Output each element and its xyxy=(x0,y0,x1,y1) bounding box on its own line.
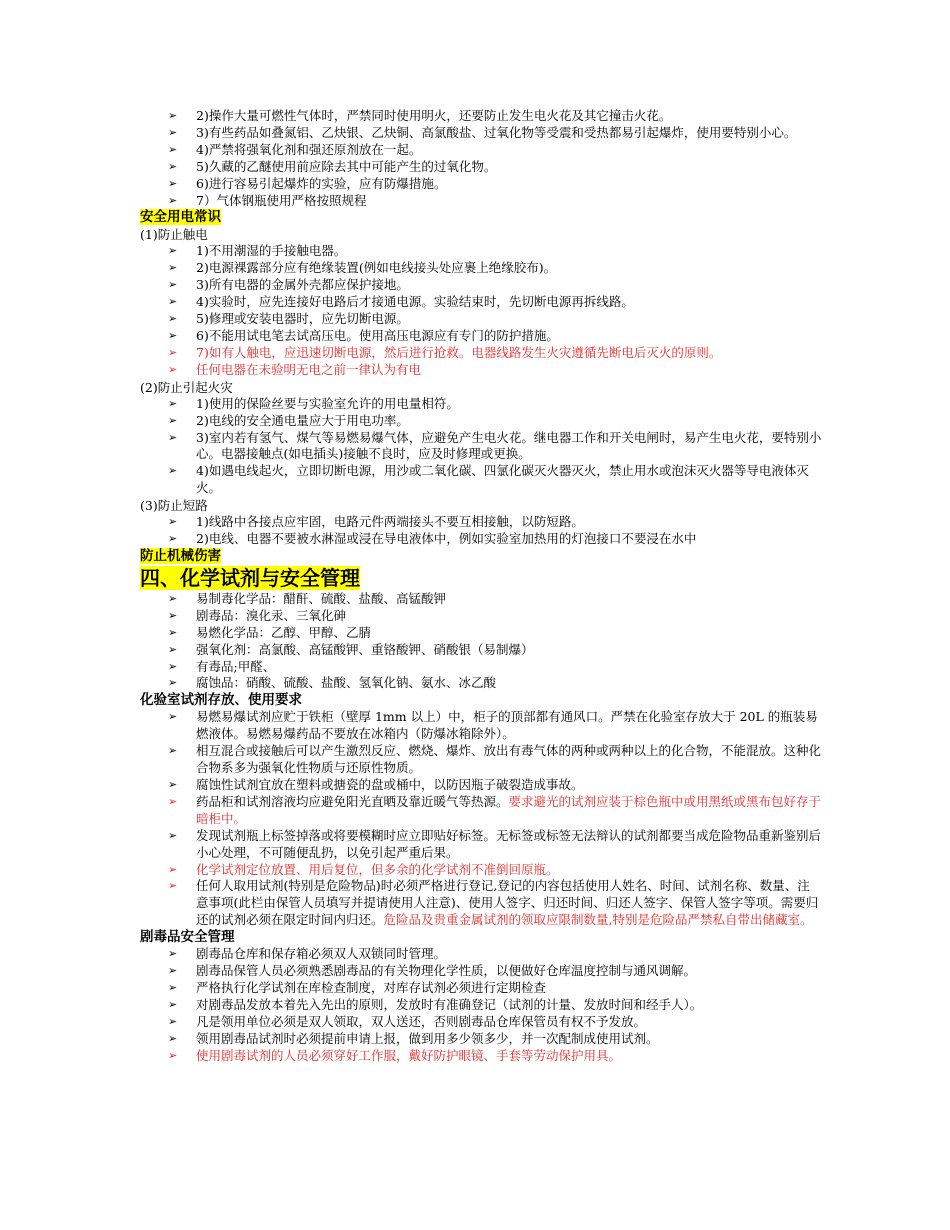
shock-list xyxy=(0,243,950,378)
list-item: ➢ 严格执行化学试剂在库检查制度，对库存试剂必须进行定期检查 xyxy=(168,979,547,995)
poison-management-heading: 剧毒品安全管理 xyxy=(140,929,235,946)
electric-safety-heading: 安全用电常识 xyxy=(140,209,221,226)
poison-list xyxy=(0,946,950,1064)
arrow-bullet-icon: ➢ xyxy=(168,1031,178,1045)
list-item: ➢ 4)如遇电线起火，立即切断电源，用沙或二氧化碳、四氯化碳灭火器灭火，禁止用水或泡沫灭火器等导电液体灭火。 xyxy=(168,463,809,496)
list-item: ➢ 发现试剂瓶上标签掉落或将要模糊时应立即贴好标签。无标签或标签无法辩认的试剂都要当成危险物品重新鉴别后小心处理，不可随便乱扔，以免引起严重后果。 xyxy=(168,827,822,860)
list-item: ➢ 腐蚀性试剂宜放在塑料或搪瓷的盘或桶中，以防因瓶子破裂造成事故。 xyxy=(168,777,584,792)
arrow-bullet-icon: ➢ xyxy=(168,295,178,309)
arrow-bullet-icon: ➢ xyxy=(168,193,178,207)
list-item: ➢ 对剧毒品发放本着先入先出的原则，发放时有准确登记（试剂的计量、发放时间和经手人）。 xyxy=(168,996,703,1012)
list-item: ➢ 剧毒品保管人员必须熟悉剧毒品的有关物理化学性质，以便做好仓库温度控制与通风调解。 xyxy=(168,963,697,979)
arrow-bullet-icon: ➢ xyxy=(168,778,178,791)
arrow-bullet-icon: ➢ xyxy=(168,532,178,546)
fire-list xyxy=(0,396,950,497)
arrow-bullet-icon: ➢ xyxy=(168,244,178,258)
arrow-bullet-icon: ➢ xyxy=(168,362,178,376)
list-item: ➢ 6)进行容易引起爆炸的实验，应有防爆措施。 xyxy=(168,175,447,191)
list-item: ➢ 强氧化剂：高氯酸、高锰酸钾、重铬酸钾、硝酸银（易制爆） xyxy=(168,641,534,657)
arrow-bullet-icon: ➢ xyxy=(168,312,178,326)
list-item: ➢ 腐蚀品：硝酸、硫酸、盐酸、氢氧化钠、氨水、冰乙酸 xyxy=(168,675,497,691)
list-item: ➢ 相互混合或接触后可以产生激烈反应、燃烧、爆炸、放出有毒气体的两种或两种以上的化合物，不能混放。这种化合物系多为强氧化性物质与还原性物质。 xyxy=(168,743,822,776)
arrow-bullet-icon: ➢ xyxy=(168,879,178,893)
arrow-bullet-icon: ➢ xyxy=(168,794,178,808)
list-item: ➢ 有毒品;甲醛、 xyxy=(168,658,276,674)
arrow-bullet-icon: ➢ xyxy=(168,862,178,876)
warning-text: 要求避光的试剂应装于棕色瓶中或用黑纸或黑布包好存于暗柜中。 xyxy=(196,793,822,826)
list-item: ➢ 4)实验时，应先连接好电路后才接通电源。实验结束时，先切断电源再拆线路。 xyxy=(168,294,634,310)
arrow-bullet-icon: ➢ xyxy=(168,659,178,673)
explosion-list xyxy=(0,108,950,209)
list-item: ➢ 2)电线的安全通电量应大于用电功率。 xyxy=(168,412,409,428)
document-page xyxy=(0,108,950,1065)
arrow-bullet-icon: ➢ xyxy=(168,396,178,410)
list-item: ➢ 剧毒品仓库和保存箱必须双人双锁同时管理。 xyxy=(168,946,447,962)
list-item: ➢ 凡是领用单位必须是双人领取，双人送还，否则剧毒品仓库保管员有权不予发放。 xyxy=(168,1013,647,1029)
list-item: ➢ 1)线路中各接点应牢固，电路元件两端接头不要互相接触，以防短路。 xyxy=(168,514,584,530)
arrow-bullet-icon: ➢ xyxy=(168,608,178,622)
arrow-bullet-icon: ➢ xyxy=(168,328,178,342)
arrow-bullet-icon: ➢ xyxy=(168,980,178,994)
list-item-warning: ➢ 任何电器在未验明无电之前一律认为有电 xyxy=(168,361,422,377)
arrow-bullet-icon: ➢ xyxy=(168,625,178,639)
list-item-warning: ➢ 化学试剂定位放置、用后复位，但多余的化学试剂不准倒回原瓶。 xyxy=(168,861,559,877)
list-item: ➢ 5)久藏的乙醚使用前应除去其中可能产生的过氧化物。 xyxy=(168,158,497,174)
arrow-bullet-icon: ➢ xyxy=(168,710,178,724)
arrow-bullet-icon: ➢ xyxy=(168,176,178,190)
list-item: ➢ 6)不能用试电笔去试高压电。使用高压电源应有专门的防护措施。 xyxy=(168,327,559,343)
arrow-bullet-icon: ➢ xyxy=(168,964,178,978)
arrow-bullet-icon: ➢ xyxy=(168,828,178,842)
list-item-warning: ➢ 使用剧毒试剂的人员必须穿好工作服，戴好防护眼镜、手套等劳动保护用具。 xyxy=(168,1047,622,1063)
arrow-bullet-icon: ➢ xyxy=(168,1014,178,1028)
list-item: ➢ 领用剧毒品试剂时必须提前申请上报，做到用多少领多少，并一次配制成使用试剂。 xyxy=(168,1030,659,1046)
arrow-bullet-icon: ➢ xyxy=(168,261,178,275)
arrow-bullet-icon: ➢ xyxy=(168,997,178,1011)
arrow-bullet-icon: ➢ xyxy=(168,464,178,478)
list-item: ➢ 易燃易爆试剂应贮于铁柜（壁厚 1mm 以上）中，柜子的顶部都有通风口。严禁在化验室存放大于 20L 的瓶装易燃液体。易燃易爆药品不要放在冰箱内（防爆冰箱除外）。 xyxy=(168,709,818,742)
arrow-bullet-icon: ➢ xyxy=(168,125,178,139)
chemical-reagents-heading: 四、化学试剂与安全管理 xyxy=(140,565,360,590)
list-item: ➢ 3)所有电器的金属外壳都应保护接地。 xyxy=(168,277,409,293)
shock-subheading: (1)防止触电 xyxy=(140,227,208,243)
arrow-bullet-icon: ➢ xyxy=(168,515,178,529)
list-item: ➢ 4)严禁将强氧化剂和强还原剂放在一起。 xyxy=(168,141,422,157)
chemical-category-list xyxy=(0,591,950,692)
short-circuit-subheading: (3)防止短路 xyxy=(140,498,208,514)
arrow-bullet-icon: ➢ xyxy=(168,345,178,359)
list-item: ➢ 2)电源裸露部分应有绝缘装置(例如电线接头处应裹上绝缘胶布)。 xyxy=(168,260,557,276)
list-item: ➢ 2)操作大量可燃性气体时，严禁同时使用明火，还要防止发生电火花及其它撞击火花。 xyxy=(168,108,672,123)
arrow-bullet-icon: ➢ xyxy=(168,159,178,173)
arrow-bullet-icon: ➢ xyxy=(168,591,178,605)
list-item-warning: ➢ 7)如有人触电，应迅速切断电源，然后进行抢救。电器线路发生火灾遵循先断电后灭火的原则。 xyxy=(168,344,722,360)
arrow-bullet-icon: ➢ xyxy=(168,430,178,444)
arrow-bullet-icon: ➢ xyxy=(168,642,178,656)
list-item: ➢ 1)使用的保险丝要与实验室允许的用电量相符。 xyxy=(168,395,459,411)
storage-requirements-heading: 化验室试剂存放、使用要求 xyxy=(140,692,302,709)
storage-list xyxy=(0,709,950,929)
fire-subheading: (2)防止引起火灾 xyxy=(140,379,233,395)
list-item: ➢ 3)有些药品如叠氮铝、乙炔银、乙炔铜、高氯酸盐、过氧化物等受震和受热都易引起爆炸，使用要特别小心。 xyxy=(168,124,797,140)
list-item: ➢ 1)不用潮湿的手接触电器。 xyxy=(168,243,347,259)
list-item: ➢ 剧毒品：溴化汞、三氧化砷 xyxy=(168,607,347,623)
warning-text: 危险品及贵重金属试剂的领取应限制数量,特别是危险品严禁私自带出储藏室。 xyxy=(383,912,813,928)
arrow-bullet-icon: ➢ xyxy=(168,109,178,122)
list-item: ➢ 7）气体钢瓶使用严格按照规程 xyxy=(168,192,367,208)
arrow-bullet-icon: ➢ xyxy=(168,278,178,292)
arrow-bullet-icon: ➢ xyxy=(168,947,178,961)
arrow-bullet-icon: ➢ xyxy=(168,142,178,156)
arrow-bullet-icon: ➢ xyxy=(168,1048,178,1062)
mechanical-injury-heading: 防止机械伤害 xyxy=(140,547,221,564)
short-circuit-list xyxy=(0,514,950,548)
list-item: ➢ 3)室内若有氢气、煤气等易燃易爆气体，应避免产生电火花。继电器工作和开关电闸时，易产生电火花，要特别小心。电器接触点(如电插头)接触不良时，应及时修理或更换。 xyxy=(168,429,822,462)
list-item: ➢ 任何人取用试剂(特别是危险物品)时必须严格进行登记,登记的内容包括使用人姓名、时间、试剂名称、数量、注意事项(此栏由保管人员填写并提请使用人注意)、使用人签字、归还时间、归还人签字、保管人签字等项。需要归还的试剂必须在限定时间内归还。危险品及贵重金属试剂的领取应限制数量,特别是危险品严禁私自带出储藏室。 xyxy=(168,878,819,928)
arrow-bullet-icon: ➢ xyxy=(168,676,178,690)
list-item: ➢ 药品柜和试剂溶液均应避免阳光直晒及靠近暖气等热源。要求避光的试剂应装于棕色瓶中或用黑纸或黑布包好存于暗柜中。 xyxy=(168,793,822,826)
list-item: ➢ 2)电线、电器不要被水淋湿或浸在导电液体中，例如实验室加热用的灯泡接口不要浸在水中 xyxy=(168,531,697,547)
list-item: ➢ 易燃化学品：乙醇、甲醇、乙腈 xyxy=(168,624,372,640)
arrow-bullet-icon: ➢ xyxy=(168,413,178,427)
arrow-bullet-icon: ➢ xyxy=(168,744,178,758)
list-item: ➢ 5)修理或安装电器时，应先切断电源。 xyxy=(168,311,409,327)
list-item: ➢ 易制毒化学品：醋酐、硫酸、盐酸、高锰酸钾 xyxy=(168,590,447,606)
